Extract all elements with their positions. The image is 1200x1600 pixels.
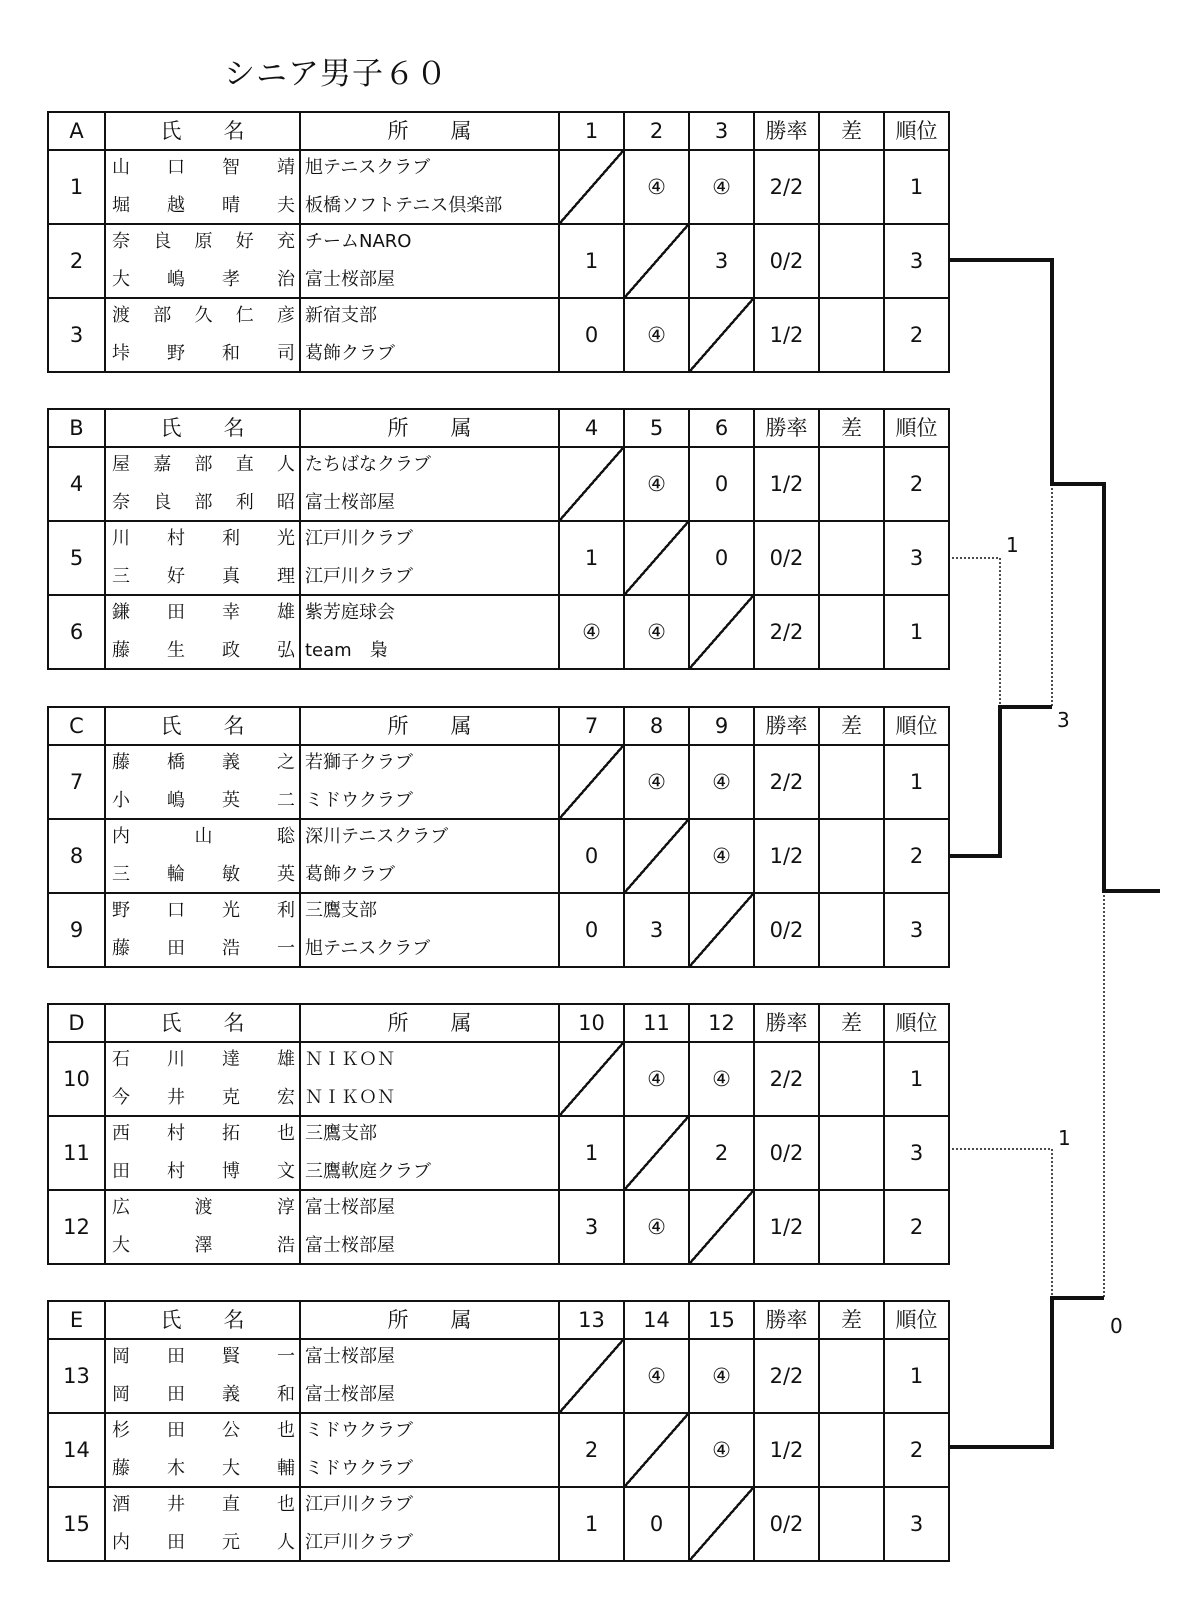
- club-name-2: 三鷹軟庭クラブ: [305, 1161, 431, 1182]
- name-char: 浩: [222, 938, 240, 959]
- player-number: 2: [48, 224, 105, 298]
- name-char: 口: [167, 900, 185, 921]
- club-name-1: 若獅子クラブ: [305, 752, 413, 773]
- name-char: 大: [222, 1458, 240, 1479]
- name-char: 村: [167, 1123, 185, 1144]
- name-char: 川: [112, 528, 130, 549]
- name-char: 靖: [277, 157, 295, 178]
- name-char: 拓: [222, 1123, 240, 1144]
- name-char: 部: [194, 492, 213, 513]
- name-char: 田: [167, 1346, 185, 1367]
- match-score: 0: [624, 1487, 689, 1561]
- win-rate: 2/2: [754, 150, 819, 224]
- player-number: 4: [48, 447, 105, 521]
- name-char: 鎌: [112, 602, 130, 623]
- header-name: 氏 名: [105, 409, 300, 447]
- group-letter: B: [48, 409, 105, 447]
- name-char: 宏: [277, 1087, 295, 1108]
- match-score: 2: [559, 1413, 624, 1487]
- name-char: 嶋: [167, 269, 185, 290]
- player-number: 11: [48, 1116, 105, 1190]
- club-name-1: 三鷹支部: [305, 900, 377, 921]
- club-name-1: 新宿支部: [305, 305, 377, 326]
- rank: 1: [884, 1042, 949, 1116]
- name-char: 幸: [222, 602, 240, 623]
- win-rate: 1/2: [754, 1190, 819, 1264]
- name-char: 川: [167, 1049, 185, 1070]
- header-club: 所 属: [300, 409, 559, 447]
- header-name: 氏 名: [105, 707, 300, 745]
- name-char: 政: [222, 640, 240, 661]
- club-name-2: 富士桜部屋: [305, 269, 395, 290]
- match-score: 1: [559, 1487, 624, 1561]
- header-diff: 差: [819, 409, 884, 447]
- name-char: 嘉: [153, 454, 172, 475]
- match-score: 0: [689, 447, 754, 521]
- win-rate: 2/2: [754, 1339, 819, 1413]
- name-char: 公: [222, 1420, 240, 1441]
- rank: 2: [884, 447, 949, 521]
- match-score: ④: [559, 595, 624, 669]
- name-char: 之: [277, 752, 295, 773]
- club-name-1: 深川テニスクラブ: [305, 826, 449, 847]
- club-name-1: チームNARO: [305, 231, 412, 252]
- win-rate: 0/2: [754, 224, 819, 298]
- win-rate: 2/2: [754, 745, 819, 819]
- name-char: 弘: [277, 640, 295, 661]
- club-name-1: 旭テニスクラブ: [305, 157, 431, 178]
- club-name-2: 江戸川クラブ: [305, 566, 413, 587]
- rank: 2: [884, 819, 949, 893]
- rank: 3: [884, 893, 949, 967]
- name-char: 久: [194, 305, 213, 326]
- club-name-2: 江戸川クラブ: [305, 1532, 413, 1553]
- name-char: 西: [112, 1123, 130, 1144]
- header-match-col: 12: [689, 1004, 754, 1042]
- name-char: 堀: [112, 195, 130, 216]
- player-number: 7: [48, 745, 105, 819]
- name-char: 木: [167, 1458, 185, 1479]
- name-char: 藤: [112, 640, 130, 661]
- bracket-score-d-e-top: 1: [1058, 1126, 1071, 1150]
- player-number: 9: [48, 893, 105, 967]
- name-char: 人: [277, 454, 295, 475]
- name-char: 司: [277, 343, 295, 364]
- group-letter: C: [48, 707, 105, 745]
- rank: 2: [884, 298, 949, 372]
- name-char: 渡: [194, 1197, 213, 1218]
- name-char: 生: [167, 640, 185, 661]
- name-char: 原: [194, 231, 213, 252]
- win-rate: 1/2: [754, 819, 819, 893]
- rank: 3: [884, 521, 949, 595]
- name-char: 智: [222, 157, 240, 178]
- name-char: 彦: [277, 305, 295, 326]
- rank: 1: [884, 1339, 949, 1413]
- header-match-col: 8: [624, 707, 689, 745]
- name-char: 山: [112, 157, 130, 178]
- name-char: 藤: [112, 938, 130, 959]
- match-score: ④: [624, 447, 689, 521]
- match-score: ④: [624, 150, 689, 224]
- win-rate: 0/2: [754, 521, 819, 595]
- name-char: 輪: [167, 864, 185, 885]
- header-rate: 勝率: [754, 1301, 819, 1339]
- name-char: 英: [277, 864, 295, 885]
- header-diff: 差: [819, 1004, 884, 1042]
- match-score: 3: [689, 224, 754, 298]
- name-char: 岡: [112, 1346, 130, 1367]
- name-char: 越: [167, 195, 185, 216]
- match-score: 3: [559, 1190, 624, 1264]
- rank: 1: [884, 595, 949, 669]
- name-char: 嶋: [167, 790, 185, 811]
- header-match-col: 10: [559, 1004, 624, 1042]
- name-char: 好: [235, 231, 254, 252]
- name-char: 良: [153, 492, 172, 513]
- name-char: 治: [277, 269, 295, 290]
- bracket-line-e: [948, 1298, 1104, 1447]
- name-char: 聡: [277, 826, 295, 847]
- name-char: 一: [277, 1346, 295, 1367]
- match-score: ④: [624, 1339, 689, 1413]
- header-rank: 順位: [884, 707, 949, 745]
- player-number: 5: [48, 521, 105, 595]
- header-match-col: 13: [559, 1301, 624, 1339]
- bracket-score-d-e-bottom: 0: [1110, 1314, 1123, 1338]
- rank: 3: [884, 224, 949, 298]
- name-char: 村: [167, 1161, 185, 1182]
- win-rate: 1/2: [754, 447, 819, 521]
- player-number: 3: [48, 298, 105, 372]
- header-match-col: 1: [559, 112, 624, 150]
- header-match-col: 5: [624, 409, 689, 447]
- name-char: 村: [167, 528, 185, 549]
- header-name: 氏 名: [105, 1004, 300, 1042]
- name-char: 野: [167, 343, 185, 364]
- club-name-1: 富士桜部屋: [305, 1346, 395, 1367]
- name-char: 部: [194, 454, 213, 475]
- win-rate: 0/2: [754, 1487, 819, 1561]
- match-score: ④: [624, 1042, 689, 1116]
- match-score: 1: [559, 521, 624, 595]
- player-number: 8: [48, 819, 105, 893]
- bracket-dotted-d: [948, 1149, 1052, 1298]
- name-char: 淳: [277, 1197, 295, 1218]
- bracket-line-c: [948, 707, 1052, 856]
- header-rank: 順位: [884, 112, 949, 150]
- club-name-2: 板橋ソフトテニス倶楽部: [305, 195, 503, 216]
- name-char: 英: [222, 790, 240, 811]
- club-name-2: ミドウクラブ: [305, 1458, 413, 1479]
- rank: 2: [884, 1190, 949, 1264]
- name-char: 内: [112, 1532, 130, 1553]
- name-char: 藤: [112, 1458, 130, 1479]
- header-match-col: 6: [689, 409, 754, 447]
- name-char: 田: [112, 1161, 130, 1182]
- header-match-col: 3: [689, 112, 754, 150]
- name-char: 山: [194, 826, 213, 847]
- name-char: 光: [222, 900, 240, 921]
- name-char: 直: [235, 454, 254, 475]
- header-rank: 順位: [884, 1004, 949, 1042]
- club-name-2: ＮＩＫＯＮ: [305, 1087, 395, 1108]
- name-char: 田: [167, 1384, 185, 1405]
- name-char: 小: [112, 790, 130, 811]
- bracket-score-b-c-bottom: 3: [1057, 708, 1070, 732]
- match-score: ④: [689, 1042, 754, 1116]
- win-rate: 2/2: [754, 595, 819, 669]
- name-char: 克: [222, 1087, 240, 1108]
- name-char: 也: [277, 1494, 295, 1515]
- player-number: 14: [48, 1413, 105, 1487]
- name-char: 口: [167, 157, 185, 178]
- name-char: 杉: [112, 1420, 130, 1441]
- name-char: 垰: [112, 343, 130, 364]
- club-name-1: 江戸川クラブ: [305, 1494, 413, 1515]
- group-letter: E: [48, 1301, 105, 1339]
- name-char: 三: [112, 864, 130, 885]
- header-diff: 差: [819, 707, 884, 745]
- name-char: 奈: [112, 492, 130, 513]
- name-char: 井: [167, 1087, 185, 1108]
- club-name-2: 富士桜部屋: [305, 1235, 395, 1256]
- name-char: 酒: [112, 1494, 130, 1515]
- win-rate: 1/2: [754, 1413, 819, 1487]
- header-rank: 順位: [884, 409, 949, 447]
- name-char: 澤: [194, 1235, 213, 1256]
- name-char: 直: [222, 1494, 240, 1515]
- match-score: ④: [689, 819, 754, 893]
- match-score: ④: [624, 745, 689, 819]
- name-char: 藤: [112, 752, 130, 773]
- name-char: 人: [277, 1532, 295, 1553]
- group-letter: A: [48, 112, 105, 150]
- match-score: ④: [689, 745, 754, 819]
- name-char: 達: [222, 1049, 240, 1070]
- name-char: 晴: [222, 195, 240, 216]
- header-match-col: 15: [689, 1301, 754, 1339]
- header-match-col: 14: [624, 1301, 689, 1339]
- player-number: 10: [48, 1042, 105, 1116]
- rank: 1: [884, 150, 949, 224]
- match-score: 0: [689, 521, 754, 595]
- name-char: 理: [277, 566, 295, 587]
- win-rate: 0/2: [754, 1116, 819, 1190]
- header-rate: 勝率: [754, 409, 819, 447]
- name-char: 和: [277, 1384, 295, 1405]
- club-name-1: たちばなクラブ: [305, 454, 431, 475]
- match-score: ④: [624, 1190, 689, 1264]
- name-char: 田: [167, 602, 185, 623]
- name-char: 雄: [277, 602, 295, 623]
- name-char: 二: [277, 790, 295, 811]
- name-char: 義: [222, 752, 240, 773]
- club-name-1: ミドウクラブ: [305, 1420, 413, 1441]
- header-rate: 勝率: [754, 1004, 819, 1042]
- name-char: 和: [222, 343, 240, 364]
- name-char: 野: [112, 900, 130, 921]
- player-number: 13: [48, 1339, 105, 1413]
- name-char: 部: [153, 305, 172, 326]
- club-name-1: 富士桜部屋: [305, 1197, 395, 1218]
- header-match-col: 2: [624, 112, 689, 150]
- name-char: 利: [222, 528, 240, 549]
- header-diff: 差: [819, 1301, 884, 1339]
- header-diff: 差: [819, 112, 884, 150]
- name-char: 田: [167, 1420, 185, 1441]
- win-rate: 0/2: [754, 893, 819, 967]
- header-rate: 勝率: [754, 112, 819, 150]
- match-score: ④: [689, 150, 754, 224]
- name-char: 文: [277, 1161, 295, 1182]
- name-char: 也: [277, 1123, 295, 1144]
- header-match-col: 9: [689, 707, 754, 745]
- club-name-1: 紫芳庭球会: [305, 602, 395, 623]
- name-char: 元: [222, 1532, 240, 1553]
- win-rate: 1/2: [754, 298, 819, 372]
- match-score: 3: [624, 893, 689, 967]
- name-char: 真: [222, 566, 240, 587]
- name-char: 石: [112, 1049, 130, 1070]
- name-char: 内: [112, 826, 130, 847]
- header-match-col: 4: [559, 409, 624, 447]
- name-char: 大: [112, 1235, 130, 1256]
- name-char: 一: [277, 938, 295, 959]
- rank: 3: [884, 1116, 949, 1190]
- name-char: 田: [167, 1532, 185, 1553]
- group-letter: D: [48, 1004, 105, 1042]
- header-match-col: 11: [624, 1004, 689, 1042]
- match-score: ④: [689, 1413, 754, 1487]
- header-rank: 順位: [884, 1301, 949, 1339]
- name-char: 利: [235, 492, 254, 513]
- name-char: 夫: [277, 195, 295, 216]
- match-score: 0: [559, 298, 624, 372]
- name-char: 田: [167, 938, 185, 959]
- name-char: 孝: [222, 269, 240, 290]
- match-score: ④: [624, 298, 689, 372]
- club-name-2: 富士桜部屋: [305, 1384, 395, 1405]
- match-score: 2: [689, 1116, 754, 1190]
- name-char: 仁: [235, 305, 254, 326]
- match-score: 1: [559, 224, 624, 298]
- name-char: 奈: [112, 231, 130, 252]
- match-score: 0: [559, 819, 624, 893]
- name-char: 好: [167, 566, 185, 587]
- header-rate: 勝率: [754, 707, 819, 745]
- club-name-2: 旭テニスクラブ: [305, 938, 431, 959]
- club-name-2: 富士桜部屋: [305, 492, 395, 513]
- name-char: 良: [153, 231, 172, 252]
- name-char: 昭: [277, 492, 295, 513]
- name-char: 屋: [112, 454, 130, 475]
- rank: 2: [884, 1413, 949, 1487]
- name-char: 賢: [222, 1346, 240, 1367]
- club-name-2: ミドウクラブ: [305, 790, 413, 811]
- name-char: 大: [112, 269, 130, 290]
- match-score: 1: [559, 1116, 624, 1190]
- name-char: 也: [277, 1420, 295, 1441]
- header-club: 所 属: [300, 1004, 559, 1042]
- rank: 1: [884, 745, 949, 819]
- header-name: 氏 名: [105, 1301, 300, 1339]
- header-match-col: 7: [559, 707, 624, 745]
- player-number: 1: [48, 150, 105, 224]
- bracket-dotted-b: [948, 558, 1000, 707]
- win-rate: 2/2: [754, 1042, 819, 1116]
- name-char: 雄: [277, 1049, 295, 1070]
- match-score: 0: [559, 893, 624, 967]
- header-club: 所 属: [300, 112, 559, 150]
- header-club: 所 属: [300, 707, 559, 745]
- player-number: 15: [48, 1487, 105, 1561]
- club-name-1: 江戸川クラブ: [305, 528, 413, 549]
- name-char: 義: [222, 1384, 240, 1405]
- header-name: 氏 名: [105, 112, 300, 150]
- name-char: 博: [222, 1161, 240, 1182]
- club-name-1: 三鷹支部: [305, 1123, 377, 1144]
- bracket-score-b-c-top: 1: [1006, 533, 1019, 557]
- page-title: シニア男子６０: [224, 56, 448, 92]
- name-char: 井: [167, 1494, 185, 1515]
- name-char: 輔: [277, 1458, 295, 1479]
- bracket-line-a: [948, 260, 1160, 891]
- club-name-2: team 梟: [305, 640, 388, 661]
- match-score: ④: [624, 595, 689, 669]
- name-char: 敏: [222, 864, 240, 885]
- name-char: 利: [277, 900, 295, 921]
- player-number: 12: [48, 1190, 105, 1264]
- club-name-2: 葛飾クラブ: [305, 864, 395, 885]
- name-char: 光: [277, 528, 295, 549]
- header-club: 所 属: [300, 1301, 559, 1339]
- player-number: 6: [48, 595, 105, 669]
- rank: 3: [884, 1487, 949, 1561]
- name-char: 今: [112, 1087, 130, 1108]
- name-char: 渡: [112, 305, 130, 326]
- club-name-2: 葛飾クラブ: [305, 343, 395, 364]
- name-char: 充: [277, 231, 295, 252]
- match-score: ④: [689, 1339, 754, 1413]
- name-char: 橋: [167, 752, 185, 773]
- name-char: 岡: [112, 1384, 130, 1405]
- name-char: 広: [112, 1197, 130, 1218]
- name-char: 三: [112, 566, 130, 587]
- name-char: 浩: [277, 1235, 295, 1256]
- club-name-1: ＮＩＫＯＮ: [305, 1049, 395, 1070]
